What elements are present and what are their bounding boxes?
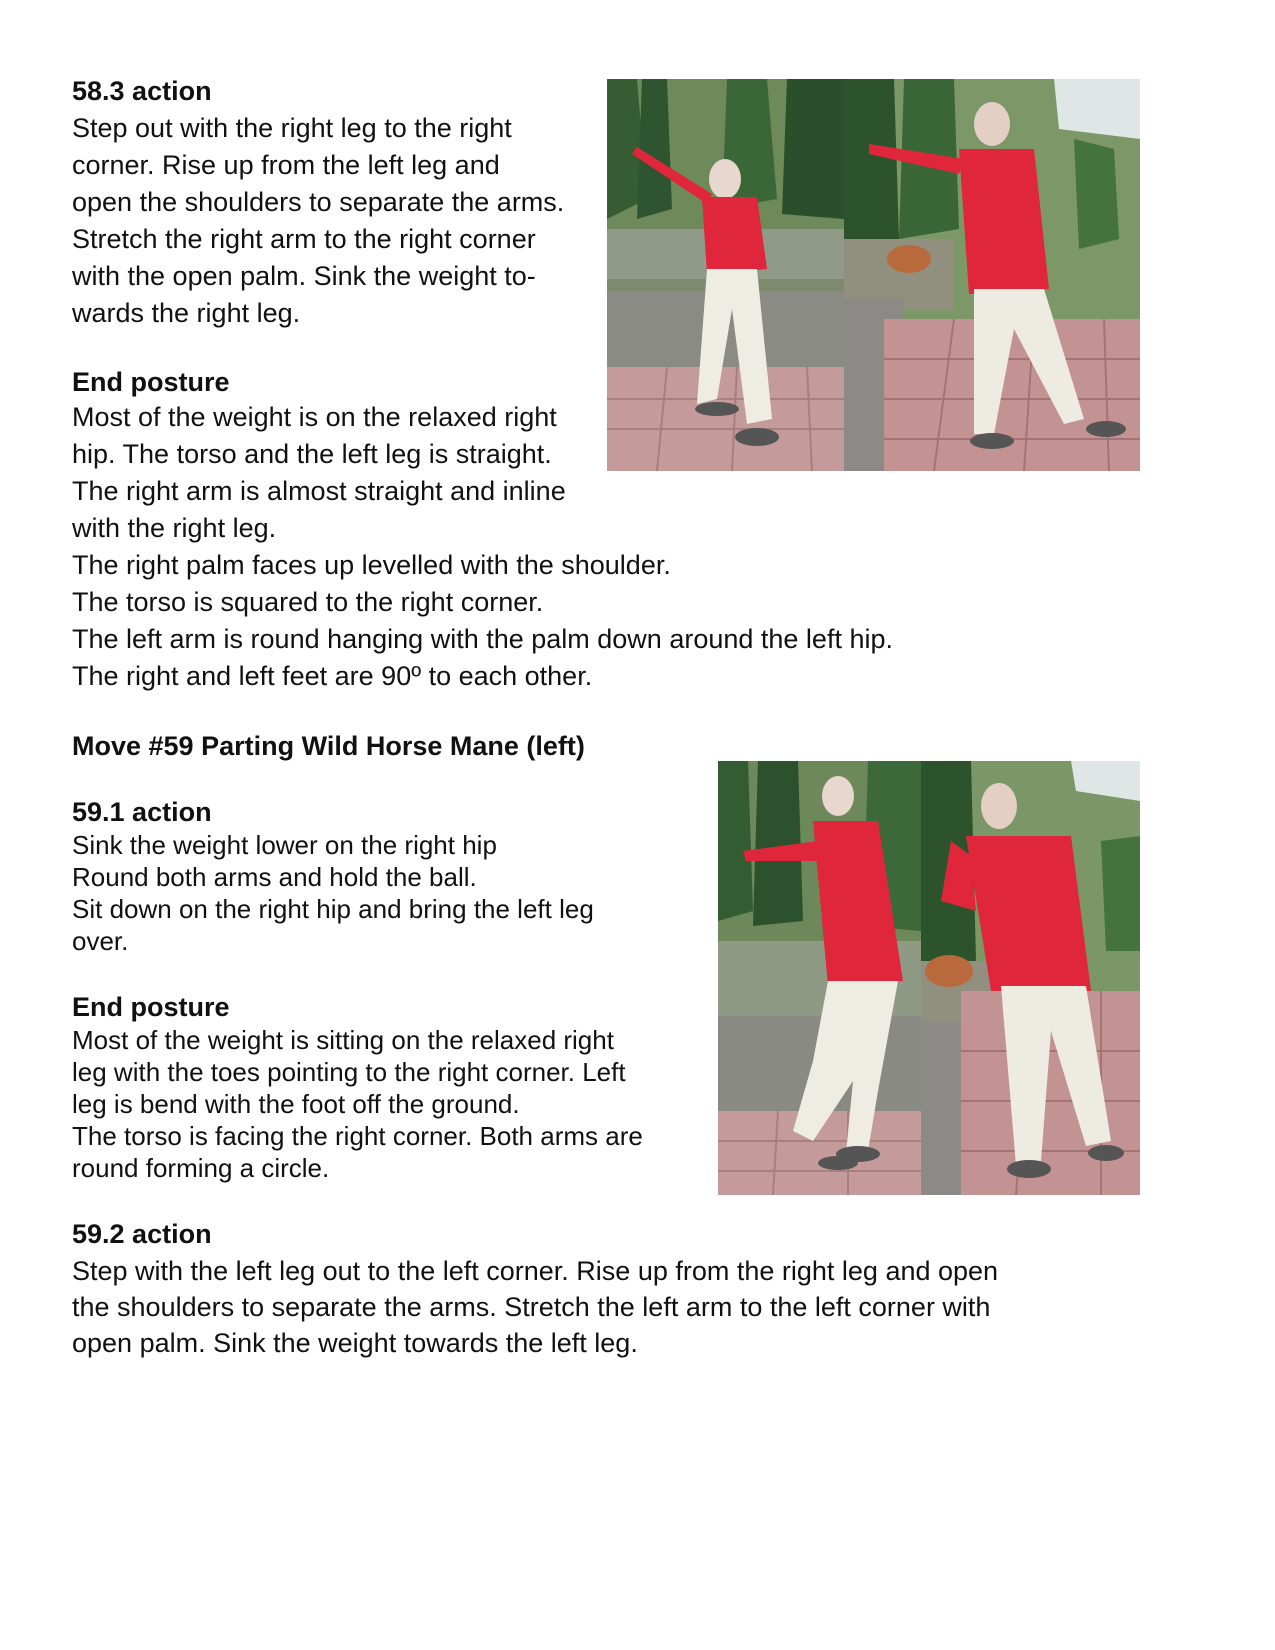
text-line: hip. The torso and the left leg is straight. (72, 439, 552, 469)
text-line: Stretch the right arm to the right corner (72, 224, 536, 254)
text-line: over. (72, 926, 129, 956)
text-line: open palm. Sink the weight towards the left leg. (72, 1328, 638, 1358)
section-59-1 (72, 795, 712, 957)
text-line: Most of the weight is sitting on the relaxed right (72, 1025, 614, 1055)
heading-58-3-end-posture: End posture (72, 367, 230, 397)
heading-59-2-action: 59.2 action (72, 1219, 212, 1249)
photo-58-3-front-view (844, 79, 1140, 471)
section-59-1-end-posture (72, 990, 712, 1184)
text-line: Sit down on the right hip and bring the left leg (72, 894, 594, 924)
move-59-title: Move #59 Parting Wild Horse Mane (left) (72, 731, 585, 761)
heading-58-3-action: 58.3 action (72, 76, 212, 106)
text-line: with the open palm. Sink the weight to- (72, 261, 536, 291)
photo-59-1-side-view (718, 761, 921, 1195)
text-line: The torso is squared to the right corner. (72, 587, 544, 617)
section-58-3 (72, 74, 602, 332)
section-59-2 (72, 1217, 1152, 1361)
text-line: round forming a circle. (72, 1153, 330, 1183)
text-line: open the shoulders to separate the arms. (72, 187, 565, 217)
text-line: The right and left feet are 90º to each other. (72, 661, 593, 691)
text-59-1-end-posture (72, 1024, 712, 1184)
text-line: Most of the weight is on the relaxed right (72, 402, 557, 432)
text-line: Round both arms and hold the ball. (72, 862, 477, 892)
text-line: The left arm is round hanging with the palm down around the left hip. (72, 624, 893, 654)
photo-58-3-side-view (607, 79, 844, 471)
text-line: leg is bend with the foot off the ground. (72, 1089, 520, 1119)
text-59-2-action (72, 1253, 1152, 1361)
text-line: the shoulders to separate the arms. Stretch the left arm to the left corner with (72, 1292, 991, 1322)
text-line: with the right leg. (72, 513, 277, 543)
text-line: leg with the toes pointing to the right corner. Left (72, 1057, 626, 1087)
text-line: The right arm is almost straight and inline (72, 476, 566, 506)
heading-59-1-end-posture: End posture (72, 992, 230, 1022)
text-line: wards the right leg. (72, 298, 301, 328)
text-59-1-action (72, 829, 712, 957)
photo-59-1-front-view (921, 761, 1140, 1195)
text-line: Step out with the right leg to the right (72, 113, 512, 143)
text-line: The right palm faces up levelled with the shoulder. (72, 550, 671, 580)
text-line: corner. Rise up from the left leg and (72, 150, 500, 180)
heading-59-1-action: 59.1 action (72, 797, 212, 827)
text-line: The torso is facing the right corner. Both arms are (72, 1121, 643, 1151)
text-line: Step with the left leg out to the left corner. Rise up from the right leg and open (72, 1256, 999, 1286)
text-line: Sink the weight lower on the right hip (72, 830, 497, 860)
text-58-3-action (72, 110, 602, 332)
